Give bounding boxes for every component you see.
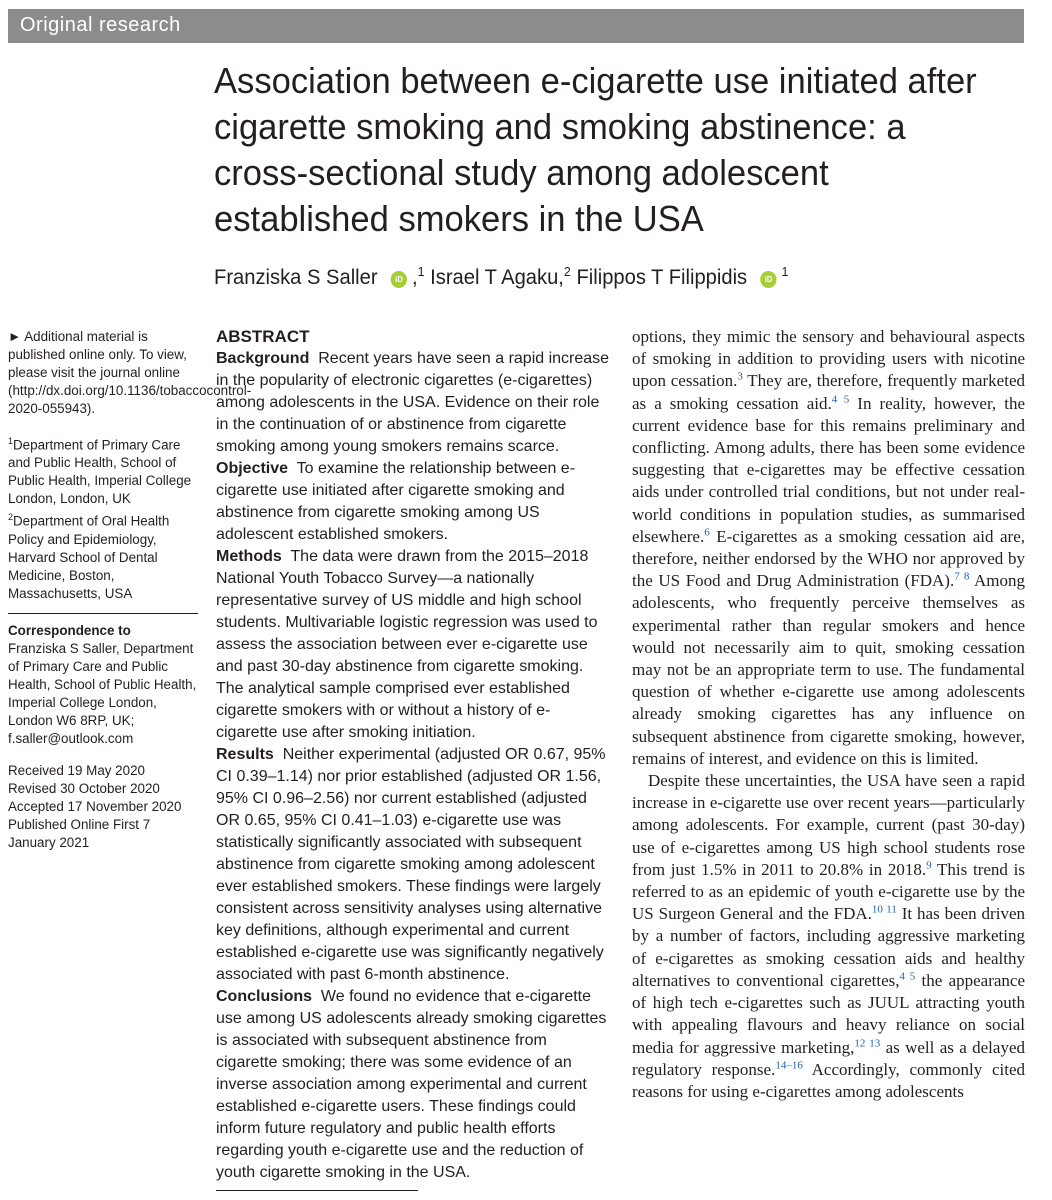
published-date: Published Online First 7 January 2021 xyxy=(8,816,151,850)
affiliation: $^1$Department of Primary Care and Public Health, School of Public Health, Imperial College London, London, UK xyxy=(8,436,192,507)
abstract xyxy=(216,326,610,1184)
article-title: Association between e-cigarette use initiated after cigarette smoking and smoking abstinence: a cross-sectional study among adolescent established smokers in the USA xyxy=(214,60,977,239)
received-date: Received 19 May 2020 xyxy=(8,762,145,778)
citation-link[interactable]: 9 xyxy=(926,859,932,872)
revised-date: Revised 30 October 2020 xyxy=(8,780,160,796)
sidebar xyxy=(8,328,252,852)
citation-link[interactable]: 3 xyxy=(737,370,743,383)
body-paragraph: options, they mimic the sensory and behavioural aspects of smoking in addition to providing users with nicotine upon cessation.$^3$ They are, therefore, frequently marketed as a smoking cessation aid.$^{4 5}$ In reality, however, the current evidence base for this remains preliminary and conflicting. Among adults, there has been some evidence suggesting that e-cigarettes may be effective cessation aids under controlled trial conditions, but not under real-world conditions in population studies, as summarised elsewhere.$^6$ E-cigarettes as a smoking cessation aid are, therefore, neither endorsed by the WHO nor approved by the US Food and Drug Administration (FDA).$^{7 8}$ Among adolescents, who frequently perceive themselves as experimental rather than regular smokers and hence would not necessarily aim to quit, smoking cessation may not be an appropriate term to use. The fundamental question of whether e-cigarette use among adolescents already smoking cigarettes has any influence on subsequent abstinence from cigarette smoking, however, remains of interest, and evidence on this is limited. xyxy=(632,327,1026,768)
citation-link[interactable]: 7 8 xyxy=(954,570,970,583)
additional-material-note: ► Additional material is published online only. To view, please visit the journal online (http://dx.doi.org/10.1136/tobaccocontrol-2020-055943). xyxy=(8,329,252,416)
article-type-banner xyxy=(8,9,1024,43)
accepted-date: Accepted 17 November 2020 xyxy=(8,798,182,814)
citation-link[interactable]: 10 11 xyxy=(871,903,897,916)
abstract-heading: ABSTRACT xyxy=(216,327,310,346)
citation-link[interactable]: 14–16 xyxy=(775,1059,803,1072)
abstract-objective: Objective To examine the relationship between e-cigarette use initiated after cigarette smoking and abstinence from cigarette smoking among US adolescent established smokers. xyxy=(216,460,576,543)
citation-link[interactable]: 6 xyxy=(704,526,710,539)
abstract-background: Background Recent years have seen a rapid increase in the popularity of electronic cigarettes (e-cigarettes) among adolescents in the USA. Evidence on their role in the continuation of or abstinence from cigarette smoking among young smokers remains scarce. xyxy=(216,350,610,455)
divider xyxy=(8,613,198,614)
footnote-divider xyxy=(216,1190,418,1191)
body-column xyxy=(632,326,1025,1103)
article-type-label: Original research xyxy=(20,14,181,36)
affiliation-ref: 1 xyxy=(417,264,425,279)
abstract-conclusions: Conclusions We found no evidence that e-cigarette use among US adolescents already smoking cigarettes is associated with subsequent abstinence from cigarette smoking; there was some evidence of an inverse association among experimental and current established e-cigarette users. These findings could inform future regulatory and public health efforts regarding youth e-cigarette use and the reduction of youth cigarette smoking in the USA. xyxy=(216,988,607,1181)
author-name[interactable]: Israel T Agaku xyxy=(430,266,559,289)
abstract-methods: Methods The data were drawn from the 2015–2018 National Youth Tobacco Survey—a nationally representative survey of US middle and high school students. Multivariable logistic regression was used to assess the association between ever e-cigarette use and past 30-day abstinence from cigarette smoking. The analytical sample comprised ever established cigarette smokers with or without a history of e-cigarette use after smoking initiation. xyxy=(216,548,598,741)
citation-link[interactable]: 4 5 xyxy=(831,392,850,405)
affiliation: $^2$Department of Oral Health Policy and Epidemiology, Harvard School of Dental Medicine, Boston, Massachusetts, USA xyxy=(8,512,170,601)
author-name[interactable]: Filippos T Filippidis xyxy=(576,266,748,289)
orcid-icon[interactable]: iD xyxy=(760,271,776,288)
affiliation-ref: 1 xyxy=(781,264,789,279)
body-paragraph: Despite these uncertainties, the USA have seen a rapid increase in e-cigarette use over recent years—particularly among adolescents. For example, current (past 30-day) use of e-cigarettes among US high school students rose from just 1.5% in 2011 to 20.8% in 2018.$^9$ This trend is referred to as an epidemic of youth e-cigarette use by the US Surgeon General and the FDA.$^{10 11}$ It has been driven by a number of factors, including aggressive marketing of e-cigarettes as smoking cessation aids and healthy alternatives to conventional cigarettes,$^{4 5}$ the appearance of high tech e-cigarettes such as JUUL attracting youth with appealing flavours and heavy reliance on social media for aggressive marketing,$^{12 13}$ as well as a delayed regulatory response.$^{14-16}$ Accordingly, commonly cited reasons for using e-cigarettes among adolescents xyxy=(632,771,1026,1101)
citation-link[interactable]: 12 13 xyxy=(854,1036,881,1049)
citation-link[interactable]: 4 5 xyxy=(899,970,916,983)
affiliation-ref: 2 xyxy=(563,264,571,279)
orcid-icon[interactable]: iD xyxy=(391,271,407,288)
abstract-results: Results Neither experimental (adjusted OR 0.67, 95% CI 0.39–1.14) nor prior established (adjusted OR 1.56, 95% CI 0.96–2.56) nor current established (adjusted OR 0.65, 95% CI 0.41–1.03) e-cigarette use was statistically significantly associated with subsequent abstinence from cigarette smoking among adolescent ever established smokers. These findings were largely consistent across sensitivity analyses using alternative key definitions, although experimental and current established e-cigarette use was significantly negatively associated with past 6-month abstinence. xyxy=(216,746,606,983)
correspondence-label: Correspondence to xyxy=(8,622,131,638)
correspondence-text: Franziska S Saller, Department of Primary Care and Public Health, School of Public Health, Imperial College London, London W6 8RP, UK; f.saller@outlook.com xyxy=(8,640,197,746)
author-name[interactable]: Franziska S Saller xyxy=(214,266,378,289)
author-list: Franziska S Saller iD ,$^1$ Israel T Agaku,$^2$ Filippos T Filippidis $iD^1$ xyxy=(214,264,789,289)
